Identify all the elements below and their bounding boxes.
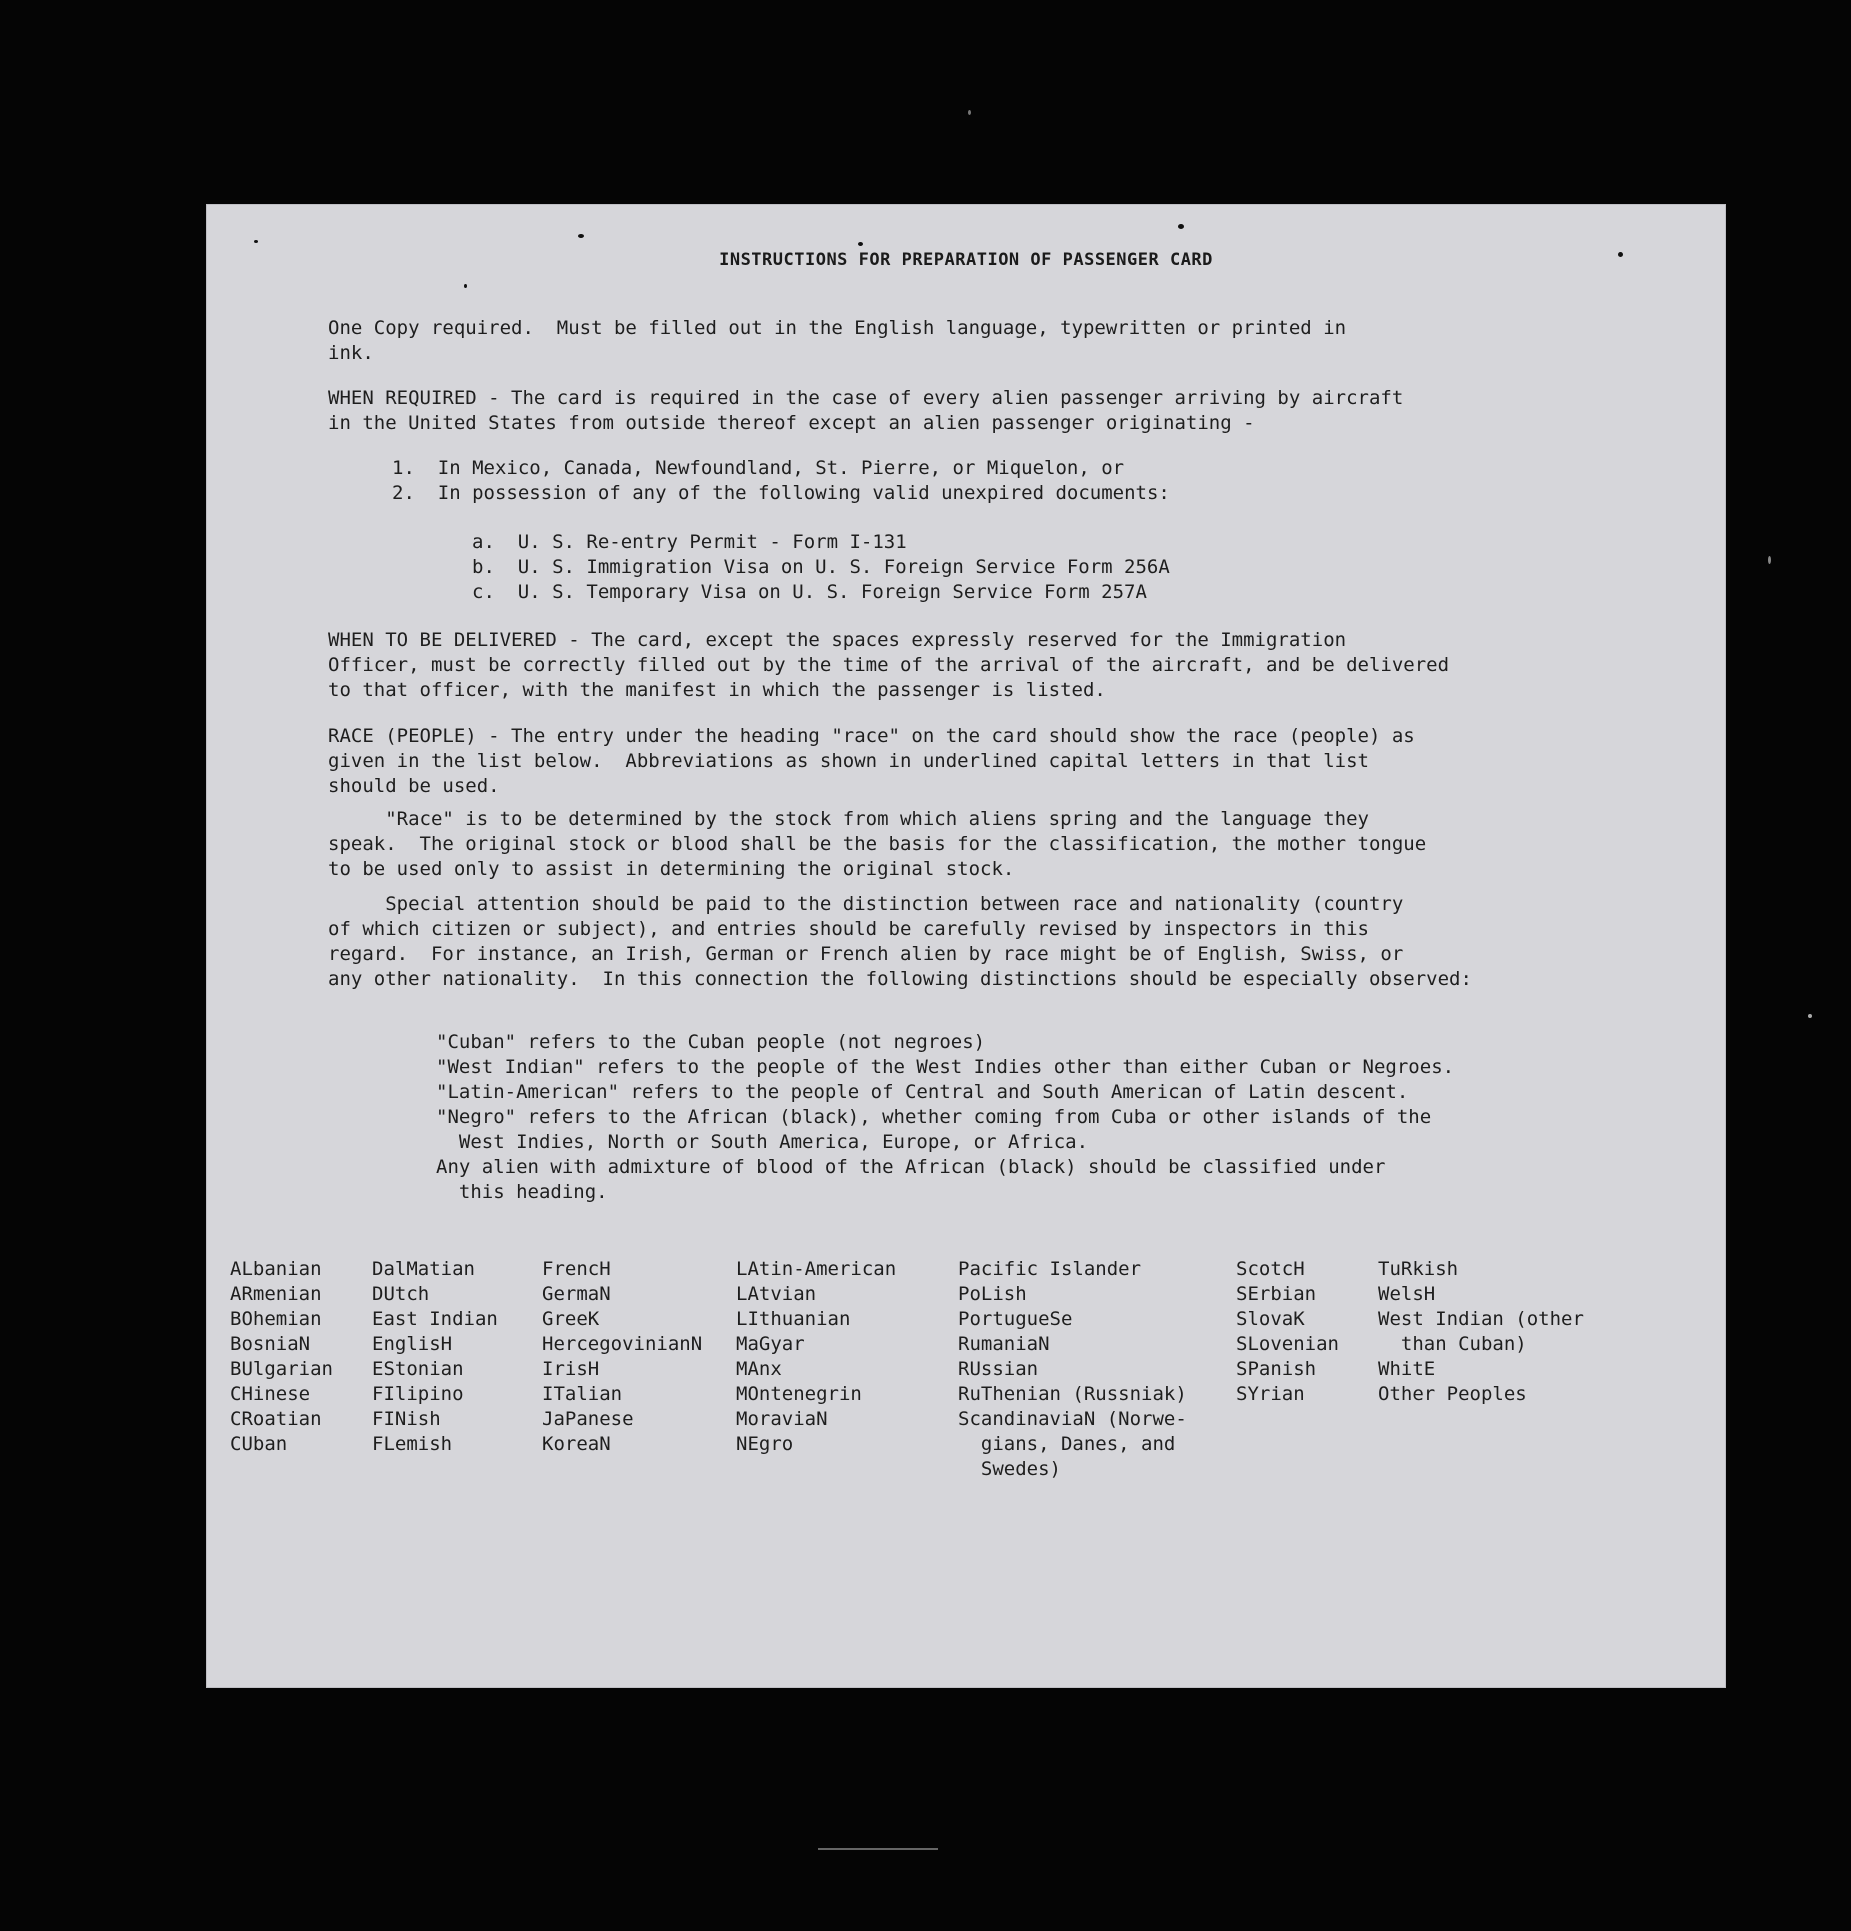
instruction-sheet [206,204,1726,1688]
race-entry: ScotcH [1236,1258,1305,1280]
race-entry: RUssian [958,1358,1039,1380]
background-speck [1808,1014,1812,1018]
race-entry: than Cuban) [1378,1333,1527,1355]
race-entry: CRoatian [230,1408,322,1430]
race-column-7 [1378,1257,1584,1407]
race-entry: SPanish [1236,1358,1317,1380]
race-entry: EnglisH [372,1333,453,1355]
race-column-6 [1236,1257,1339,1407]
race-entry: DUtch [372,1283,430,1305]
scan-speck [254,240,258,243]
document-title: INSTRUCTIONS FOR PREPARATION OF PASSENGER CARD [719,250,1213,270]
race-entry: PortugueSe [958,1308,1073,1330]
race-entry: NEgro [736,1433,794,1455]
race-column-1 [230,1257,333,1457]
race-entry: MoraviaN [736,1408,828,1430]
race-entry: CHinese [230,1383,311,1405]
race-entry: gians, Danes, and [958,1433,1176,1455]
race-entry: PoLish [958,1283,1027,1305]
race-entry: LIthuanian [736,1308,851,1330]
distinctions-list: "Cuban" refers to the Cuban people (not negroes) "West Indian" refers to the people of the West Indies other than either Cuban or Negroes. "Latin-American" refers to the people of Central and South American of Latin descent. "Negro" refers to the African (black), whether coming from Cuba or other islands of the West Indies, North or South America, Europe, or Africa. Any alien with admixture of blood of the African (black) should be classified under this heading. [436,1031,1455,1203]
race-entry: FIlipino [372,1383,464,1405]
scan-speck [464,284,467,288]
race-entry: ScandinaviaN (Norwe- [958,1408,1187,1430]
race-entry: WelsH [1378,1283,1436,1305]
lettered-item-a: a. U. S. Re-entry Permit - Form I-131 [472,531,907,553]
race-entry: Pacific Islander [958,1258,1142,1280]
lettered-item-c: c. U. S. Temporary Visa on U. S. Foreign Service Form 257A [472,581,1147,603]
scan-speck [1618,252,1623,257]
race-entry: HercegovinianN [542,1333,703,1355]
race-column-3 [542,1257,702,1457]
race-entry: SLovenian [1236,1333,1339,1355]
race-entry: RuThenian (Russniak) [958,1383,1187,1405]
race-entry: KoreaN [542,1433,611,1455]
race-entry: LAtin-American [736,1258,897,1280]
race-entry: Other Peoples [1378,1383,1527,1405]
race-entry: EStonian [372,1358,464,1380]
race-entry: FINish [372,1408,441,1430]
race-entry: BosniaN [230,1333,311,1355]
when-delivered-paragraph: WHEN TO BE DELIVERED - The card, except the spaces expressly reserved for the Immigration Officer, must be correctly filled out by the time of the arrival of the aircraft, and be delivered to that officer, with the manifest in which the passenger is listed. [328,629,1450,701]
race-entry: MOntenegrin [736,1383,862,1405]
race-entry: SErbian [1236,1283,1317,1305]
race-entry: East Indian [372,1308,498,1330]
race-entry: MAnx [736,1358,782,1380]
numbered-item-1: 1. In Mexico, Canada, Newfoundland, St. Pierre, or Miquelon, or [392,457,1125,479]
race-column-5 [958,1257,1187,1482]
background-speck [1768,556,1771,564]
race-entry: GermaN [542,1283,611,1305]
race-entry: ARmenian [230,1283,322,1305]
race-entry: BOhemian [230,1308,322,1330]
race-column-4 [736,1257,896,1457]
race-entry: FLemish [372,1433,453,1455]
race-entry: RumaniaN [958,1333,1050,1355]
race-entry: TuRkish [1378,1258,1459,1280]
race-entry: BUlgarian [230,1358,333,1380]
background-streak [818,1848,938,1850]
race-entry: CUban [230,1433,288,1455]
numbered-item-2: 2. In possession of any of the following valid unexpired documents: [392,482,1170,504]
race-entry: SYrian [1236,1383,1305,1405]
race-column-2 [372,1257,498,1457]
race-entry: ITalian [542,1383,623,1405]
race-entry: JaPanese [542,1408,634,1430]
race-entry: LAtvian [736,1283,817,1305]
race-entry: DalMatian [372,1258,475,1280]
background-speck [968,110,971,115]
race-entry: West Indian (other [1378,1308,1584,1330]
scan-speck [1178,224,1184,229]
scan-speck [858,242,863,246]
special-attention-paragraph: Special attention should be paid to the distinction between race and nationality (country of which citizen or subject), and entries should be carefully revised by inspectors in this regard. For instance, an Irish, German or French alien by race might be of English, Swiss, or any other nationality. In this connection the following distinctions should be especially observed: [328,893,1472,990]
race-entry: Swedes) [958,1458,1061,1480]
scan-speck [578,234,584,238]
race-stock-paragraph: "Race" is to be determined by the stock from which aliens spring and the language they speak. The original stock or blood shall be the basis for the classification, the mother tongue to be used only to assist in determining the original stock. [328,808,1427,880]
race-entry: IrisH [542,1358,600,1380]
race-entry: WhitE [1378,1358,1436,1380]
race-entry: SlovaK [1236,1308,1305,1330]
when-required-paragraph: WHEN REQUIRED - The card is required in the case of every alien passenger arriving by aircraft in the United States from outside thereof except an alien passenger originating - [328,387,1404,434]
race-entry: MaGyar [736,1333,805,1355]
lettered-item-b: b. U. S. Immigration Visa on U. S. Foreign Service Form 256A [472,556,1170,578]
race-entry: FrencH [542,1258,611,1280]
intro-paragraph: One Copy required. Must be filled out in the English language, typewritten or printed in ink. [328,317,1347,364]
race-entry: GreeK [542,1308,600,1330]
race-entry: ALbanian [230,1258,322,1280]
race-heading-paragraph: RACE (PEOPLE) - The entry under the heading "race" on the card should show the race (people) as given in the list below. Abbreviations as shown in underlined capital letters in that list should be used. [328,725,1415,797]
